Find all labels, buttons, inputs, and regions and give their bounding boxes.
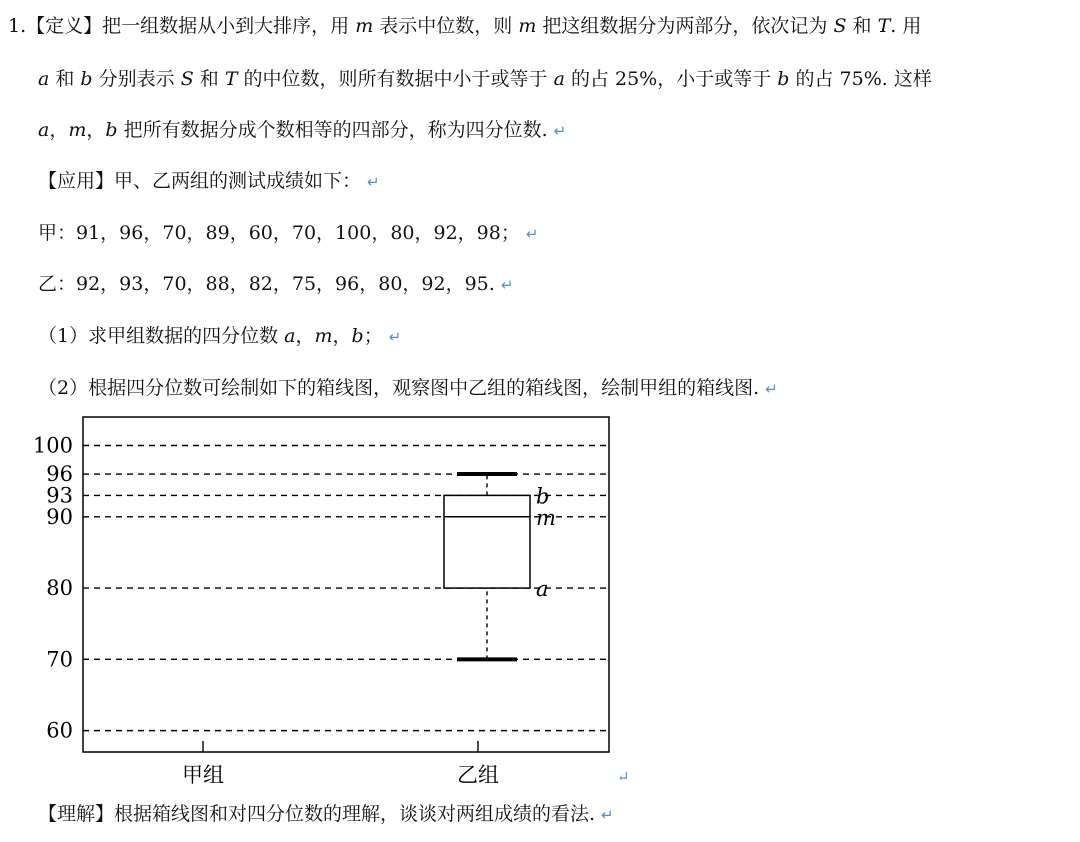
variable-b: b bbox=[80, 68, 93, 90]
x-category-label-1: 甲组 bbox=[182, 763, 224, 787]
variable-b: b bbox=[351, 325, 364, 347]
variable-b: b bbox=[105, 119, 118, 141]
group-jia-data-line bbox=[38, 220, 538, 247]
y-tick-label-96: 96 bbox=[46, 462, 73, 487]
variable-b: b bbox=[777, 68, 790, 90]
variable-m: m bbox=[518, 15, 537, 37]
return-mark-icon: ↵ bbox=[553, 122, 567, 140]
variable-a: a bbox=[284, 325, 296, 347]
variable-m: m bbox=[68, 119, 87, 141]
understanding-line bbox=[38, 801, 614, 828]
annotation-b: b bbox=[536, 484, 550, 509]
text-span: ， bbox=[332, 325, 352, 347]
application-line bbox=[38, 168, 380, 195]
group-yi-data: 乙：92，93，70，88，82，75，96，80，92，95. bbox=[38, 273, 495, 295]
definition-label: 【定义】 bbox=[26, 15, 103, 37]
question-2-line bbox=[38, 375, 778, 402]
return-mark-icon: ↵ bbox=[765, 380, 778, 398]
y-tick-label-100: 100 bbox=[32, 433, 73, 458]
box-layer bbox=[444, 474, 556, 659]
variable-m: m bbox=[314, 325, 333, 347]
variable-T: T bbox=[224, 68, 238, 90]
variable-a: a bbox=[38, 119, 50, 141]
text-span: 的占 75%. 这样 bbox=[789, 68, 932, 90]
text-span: ； bbox=[363, 325, 383, 347]
text-span: （1）求甲组数据的四分位数 bbox=[38, 325, 285, 347]
text-span: 表示中位数，则 bbox=[373, 15, 519, 37]
return-mark-icon: ↵ bbox=[500, 276, 514, 294]
problem-line-2 bbox=[38, 66, 932, 92]
x-category-layer bbox=[182, 741, 499, 787]
annotation-a: a bbox=[536, 577, 549, 602]
variable-T: T bbox=[877, 15, 891, 37]
text-span: 把这组数据分为两部分，依次记为 bbox=[536, 15, 834, 37]
y-tick-label-60: 60 bbox=[46, 718, 73, 743]
variable-a: a bbox=[38, 68, 50, 90]
y-tick-label-90: 90 bbox=[46, 504, 73, 529]
problem-number: 1. bbox=[8, 15, 27, 37]
y-tick-labels bbox=[33, 434, 73, 743]
text-span: 和 bbox=[846, 15, 878, 37]
problem-line-3 bbox=[38, 117, 566, 144]
application-text: 【应用】甲、乙两组的测试成绩如下： bbox=[38, 170, 362, 192]
text-span: 把一组数据从小到大排序，用 bbox=[102, 15, 356, 37]
text-span: 的占 25%，小于或等于 bbox=[564, 68, 778, 90]
text-span: 分别表示 bbox=[92, 68, 181, 90]
variable-S: S bbox=[833, 15, 847, 37]
variable-S: S bbox=[180, 68, 194, 90]
text-span: 和 bbox=[49, 68, 81, 90]
text-span: ， bbox=[86, 119, 106, 141]
problem-line-1 bbox=[8, 13, 921, 39]
group-yi-data-line bbox=[38, 271, 513, 298]
return-mark-icon: ↵ bbox=[617, 768, 630, 786]
text-span: . 用 bbox=[890, 15, 922, 37]
group-jia-data: 甲：91，96，70，89，60，70，100，80，92，98； bbox=[38, 222, 520, 244]
text-span: 和 bbox=[193, 68, 225, 90]
text-span: ， bbox=[49, 119, 69, 141]
box-iqr bbox=[444, 495, 530, 588]
text-span: 把所有数据分成个数相等的四部分，称为四分位数. bbox=[117, 119, 548, 141]
text-span: ， bbox=[295, 325, 315, 347]
boxplot-chart bbox=[0, 400, 660, 795]
return-mark-icon: ↵ bbox=[525, 225, 539, 243]
variable-a: a bbox=[553, 68, 565, 90]
x-category-label-2: 乙组 bbox=[457, 763, 499, 787]
return-mark-icon: ↵ bbox=[388, 328, 402, 346]
return-mark-icon: ↵ bbox=[367, 173, 380, 191]
understanding-text: 【理解】根据箱线图和对四分位数的理解，谈谈对两组成绩的看法. bbox=[38, 803, 596, 825]
text-span: 的中位数，则所有数据中小于或等于 bbox=[237, 68, 554, 90]
y-tick-label-93: 93 bbox=[46, 483, 73, 508]
question-2-text: （2）根据四分位数可绘制如下的箱线图，观察图中乙组的箱线图，绘制甲组的箱线图. bbox=[38, 377, 760, 399]
return-mark-icon: ↵ bbox=[601, 806, 614, 824]
annotation-m: m bbox=[536, 505, 556, 530]
question-1-line bbox=[38, 323, 401, 350]
y-tick-label-70: 70 bbox=[46, 647, 73, 672]
variable-m: m bbox=[355, 15, 374, 37]
y-tick-label-80: 80 bbox=[46, 576, 73, 601]
